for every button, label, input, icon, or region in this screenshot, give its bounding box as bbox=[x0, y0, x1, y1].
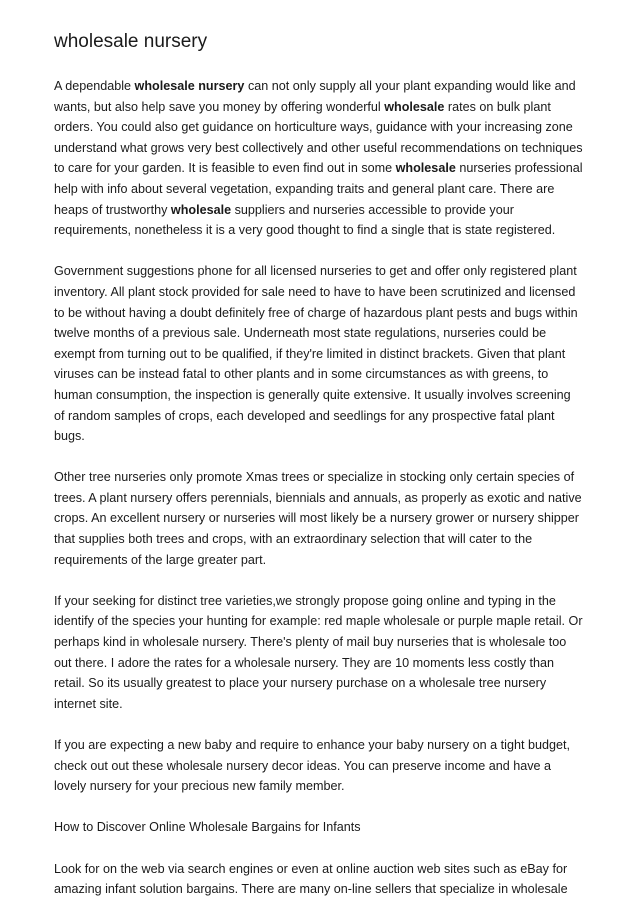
bold-keyword: wholesale bbox=[395, 161, 456, 176]
paragraph-5 bbox=[54, 735, 584, 797]
bold-keyword: wholesale bbox=[170, 202, 232, 217]
text-run: Look for on the web via search engines or even at online auction web sites such as eBay for amazing infant solution bargains. There are many on-line sellers that specialize in wholesale bbox=[54, 861, 568, 897]
text-run: can not only supply all your plant expanding would like and wants, but also help save you money by offering wonderful bbox=[54, 79, 576, 114]
text-run: A dependable bbox=[54, 79, 135, 93]
paragraph-1 bbox=[54, 76, 584, 241]
document-body bbox=[54, 76, 584, 900]
text-run: suppliers and nurseries accessible to provide your requirements, nonetheless it is a very good thought to find a single that is state registered. bbox=[54, 202, 556, 238]
text-run: Government suggestions phone for all licensed nurseries to get and offer only registered plant inventory. All plant stock provided for sale need to have to have been scrutinized and licensed to be without having a doubt definitely free of charge of hazardous plant pests and bugs within twelve months of a previous sale. Underneath most state regulations, nurseries could be exempt from turning out to be qualified, if they're limited in distinct brackets. Given that plant viruses can be instead fatal to other plants and in some circumstances as with greens, to human consumption, the inspection is generally quite extensive. It usually involves screening of random samples of crops, each developed and seedlings for any prospective fatal plant bugs. bbox=[54, 264, 578, 444]
paragraph-3 bbox=[54, 467, 584, 570]
paragraph-6 bbox=[54, 817, 584, 838]
text-run: Other tree nurseries only promote Xmas trees or specialize in stocking only certain species of trees. A plant nursery offers perennials, biennials and annuals, as properly as exotic and native crops. An excellent nursery or nurseries will most likely be a nursery grower or nursery shipper that supplies both trees and crops, with an extraordinary selection that will cater to the requirements of the large greater part. bbox=[54, 470, 582, 567]
paragraph-2 bbox=[54, 261, 584, 446]
paragraph-7 bbox=[54, 859, 584, 900]
text-run: rates on bulk plant orders. You could also get guidance on horticulture ways, guidance with your increasing zone understand what grows very best collectively and other useful recommendations on techniques to care for your garden. It is feasible to even find out in some bbox=[54, 99, 583, 176]
bold-keyword: wholesale nursery bbox=[134, 79, 245, 93]
text-run: If your seeking for distinct tree varieties,we strongly propose going online and typing in the identify of the species your hunting for example: red maple wholesale or purple maple retail. Or perhaps kind in wholesale nursery. There's plenty of mail buy nurseries that is wholesale too out there. I adore the rates for a wholesale nursery. They are 10 moments less costly than retail. So its usually greatest to place your nursery purchase on a wholesale tree nursery internet site. bbox=[54, 593, 583, 711]
document-title: wholesale nursery bbox=[54, 31, 208, 52]
text-run: If you are expecting a new baby and require to enhance your baby nursery on a tight budget, check out out these wholesale nursery decor ideas. You can preserve income and have a lovely nursery for your precious new family member. bbox=[54, 738, 570, 794]
text-run: How to Discover Online Wholesale Bargains for Infants bbox=[54, 820, 361, 835]
bold-keyword: wholesale bbox=[384, 99, 445, 114]
document-page bbox=[54, 30, 584, 920]
paragraph-4 bbox=[54, 591, 584, 715]
text-run: nurseries professional help with info about several vegetation, expanding traits and general plant care. There are heaps of trustworthy bbox=[54, 161, 583, 217]
